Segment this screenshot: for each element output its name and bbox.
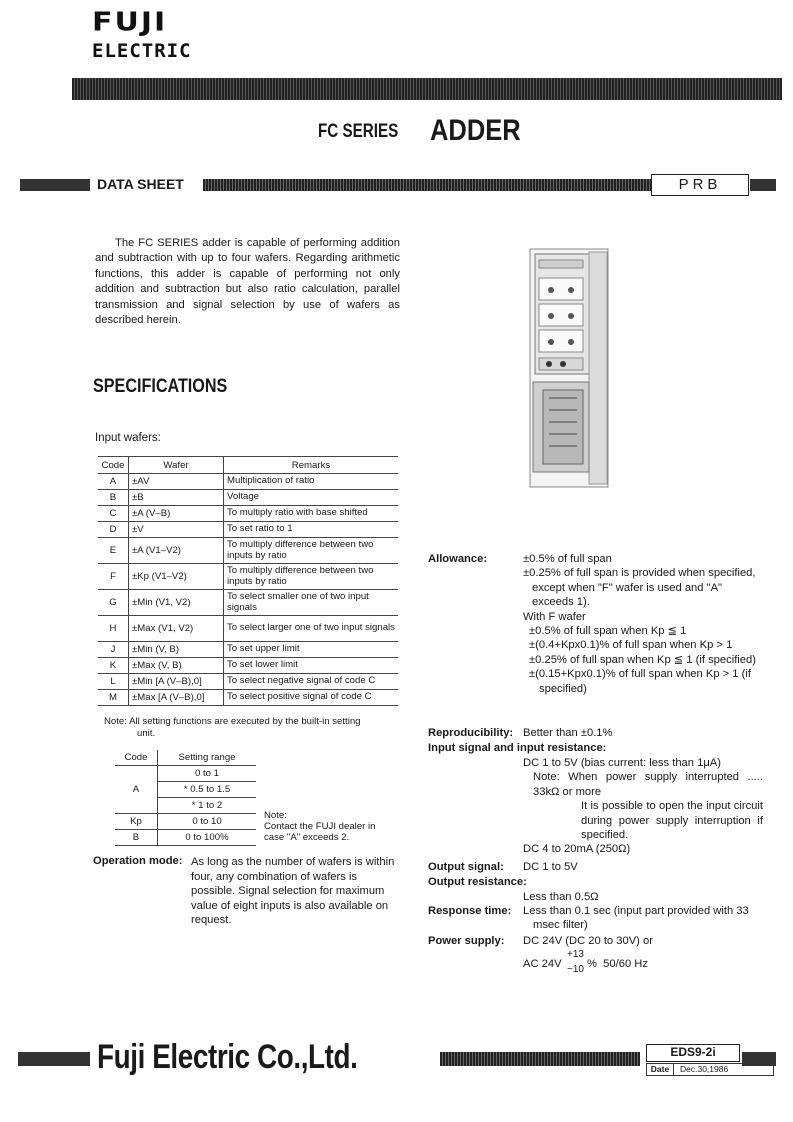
title-series: FC SERIES — [318, 121, 399, 142]
range-col-code: Code — [115, 750, 158, 766]
input-signal-1: DC 1 to 5V (bias current: less than 1μA) — [523, 757, 721, 769]
wafer-table — [98, 456, 398, 706]
cell-code: H — [98, 616, 129, 642]
date-label: Date — [647, 1064, 674, 1075]
title-product: ADDER — [430, 114, 521, 147]
dealer-note — [264, 810, 394, 843]
range-code-a: A — [115, 766, 158, 814]
divider-end — [750, 179, 776, 191]
document-number: EDS9-2i — [646, 1044, 740, 1062]
col-remarks: Remarks — [224, 457, 399, 474]
response-time-label: Response time: — [428, 905, 512, 917]
intro-paragraph: The FC SERIES adder is capable of performing addition and subtraction with up to four wafers. Regarding arithmetic functions, this adder is capable of performing not only addition and subtraction but also ratio calculation, parallel transmission and signal selection by use of wafers as described herein. — [95, 237, 400, 327]
cell-code: F — [98, 564, 129, 590]
cell-code: K — [98, 658, 129, 674]
power-ac-suffix: % 50/60 Hz — [587, 958, 648, 970]
input-signal-2: DC 4 to 20mA (250Ω) — [523, 843, 631, 856]
setting-range-table — [115, 750, 256, 846]
table-row — [98, 658, 398, 674]
cell-remarks: Voltage — [224, 490, 399, 506]
date-row — [646, 1063, 774, 1076]
operation-mode-text: As long as the number of wafers is within four, any combination of wafers is possible. Signal selection for maximum value of eight inputs is also available on request. — [191, 856, 395, 927]
cell-wafer: ±Min [A (V–B),0] — [129, 674, 224, 690]
cell-wafer: ±AV — [129, 474, 224, 490]
output-resistance-label: Output resistance: — [428, 876, 527, 888]
cell-code: J — [98, 642, 129, 658]
allowance-line: ±(0.15+Kpx0.1)% of full span when Kp > 1 (if specified) — [529, 668, 751, 695]
power-ac-plus: +13 — [567, 949, 584, 960]
logo-electric: ELECTRIC — [92, 40, 192, 62]
response-time-value — [523, 904, 763, 933]
cell-wafer: ±Max (V1, V2) — [129, 616, 224, 642]
table-row — [98, 590, 398, 616]
cell-code: M — [98, 690, 129, 706]
range-value: 0 to 10 — [158, 814, 257, 830]
allowance-line: ±0.5% of full span — [523, 553, 612, 565]
cell-wafer: ±Min (V, B) — [129, 642, 224, 658]
power-supply-label: Power supply: — [428, 935, 505, 947]
cell-remarks: To select negative signal of code C — [224, 674, 399, 690]
table-row — [98, 506, 398, 522]
cell-wafer: ±Max (V, B) — [129, 658, 224, 674]
footer-band-right — [440, 1052, 640, 1066]
reproducibility-label: Reproducibility: — [428, 727, 514, 739]
range-value: * 0.5 to 1.5 — [158, 782, 257, 798]
date-value: Dec.30,1986 — [680, 1064, 729, 1074]
cell-wafer: ±Max [A (V–B),0] — [129, 690, 224, 706]
cell-remarks: To set upper limit — [224, 642, 399, 658]
cell-remarks: To multiply difference between two inputs by ratio — [224, 564, 399, 590]
range-value: * 1 to 2 — [158, 798, 257, 814]
dealer-note-title: Note: — [264, 810, 287, 821]
data-sheet-label: DATA SHEET — [97, 176, 184, 192]
power-ac-minus: −10 — [567, 964, 584, 975]
logo-fuji: FUJI — [92, 7, 168, 38]
table-row — [98, 690, 398, 706]
output-signal-label: Output signal: — [428, 861, 504, 873]
table-row — [98, 490, 398, 506]
adder-unit-image — [529, 248, 609, 488]
table-row — [115, 766, 256, 782]
cell-code: G — [98, 590, 129, 616]
company-name: Fuji Electric Co.,Ltd. — [97, 1038, 358, 1076]
cell-code: E — [98, 538, 129, 564]
allowance-line: With F wafer — [523, 610, 586, 623]
range-value: 0 to 100% — [158, 830, 257, 846]
divider-right — [203, 179, 651, 191]
cell-remarks: To multiply ratio with base shifted — [224, 506, 399, 522]
divider-left — [20, 179, 90, 191]
cell-code: L — [98, 674, 129, 690]
cell-remarks: To set lower limit — [224, 658, 399, 674]
cell-remarks: To multiply difference between two inputs by ratio — [224, 538, 399, 564]
cell-code: A — [98, 474, 129, 490]
power-supply-ac — [523, 950, 763, 976]
reproducibility-value: Better than ±0.1% — [523, 727, 613, 739]
power-ac-prefix: AC 24V — [523, 958, 562, 970]
output-signal-value: DC 1 to 5V — [523, 861, 578, 873]
input-wafers-label: Input wafers: — [95, 432, 161, 444]
setting-note-line1: Note: All setting functions are executed by the built-in setting — [104, 716, 361, 727]
cell-wafer: ±Min (V1, V2) — [129, 590, 224, 616]
output-resistance-value: Less than 0.5Ω — [523, 891, 599, 903]
table-row — [115, 814, 256, 830]
response-time-text: Less than 0.1 sec (input part provided with 33 msec filter) — [523, 905, 749, 932]
range-value: 0 to 1 — [158, 766, 257, 782]
cell-code: D — [98, 522, 129, 538]
table-row — [98, 522, 398, 538]
cell-remarks: To select smaller one of two input signals — [224, 590, 399, 616]
cell-code: C — [98, 506, 129, 522]
operation-mode-label: Operation mode: — [93, 855, 183, 867]
table-row — [98, 642, 398, 658]
footer-band-left — [18, 1052, 90, 1066]
cell-wafer: ±Kp (V1–V2) — [129, 564, 224, 590]
dealer-note-text: Contact the FUJI dealer in case "A" exceeds 2. — [264, 821, 376, 843]
input-signal-label: Input signal and input resistance: — [428, 742, 607, 754]
table-row — [98, 674, 398, 690]
allowance-line: ±0.25% of full span is provided when specified, except when "F" wafer is used and "A" exceeds 1). — [523, 567, 756, 609]
power-supply-dc: DC 24V (DC 20 to 30V) or — [523, 935, 653, 947]
allowance-label: Allowance: — [428, 553, 488, 565]
range-header — [115, 750, 256, 766]
table-row — [98, 538, 398, 564]
table-row — [98, 564, 398, 590]
allowance-block — [523, 552, 763, 696]
product-photo — [529, 248, 609, 488]
specifications-heading: SPECIFICATIONS — [93, 376, 228, 397]
cell-remarks: To select larger one of two input signals — [224, 616, 399, 642]
table-row — [98, 474, 398, 490]
allowance-line: ±(0.4+Kpx0.1)% of full span when Kp > 1 — [529, 639, 733, 652]
col-wafer: Wafer — [129, 457, 224, 474]
allowance-line: ±0.25% of full span when Kp ≦ 1 (if specified) — [529, 653, 756, 666]
cell-remarks: Multiplication of ratio — [224, 474, 399, 490]
input-note-2: It is possible to open the input circuit during power supply interruption if specified. — [581, 800, 763, 842]
input-signal-block — [523, 756, 763, 857]
cell-code: B — [98, 490, 129, 506]
cell-remarks: To select positive signal of code C — [224, 690, 399, 706]
table-row — [98, 616, 398, 642]
allowance-line: ±0.5% of full span when Kp ≦ 1 — [529, 625, 687, 638]
setting-note-line2: unit. — [137, 728, 156, 739]
cell-wafer: ±B — [129, 490, 224, 506]
cell-wafer: ±A (V1–V2) — [129, 538, 224, 564]
header-band — [72, 78, 782, 100]
range-col-setting: Setting range — [158, 750, 257, 766]
cell-remarks: To set ratio to 1 — [224, 522, 399, 538]
cell-wafer: ±V — [129, 522, 224, 538]
input-note: Note: When power supply interrupted ..... 33kΩ or more — [533, 771, 763, 798]
range-code-kp: Kp — [115, 814, 158, 830]
table-row — [115, 830, 256, 846]
cell-wafer: ±A (V–B) — [129, 506, 224, 522]
col-code: Code — [98, 457, 129, 474]
wafer-table-header — [98, 457, 398, 474]
product-code-box: PRB — [651, 174, 749, 196]
setting-note — [104, 716, 400, 740]
range-code-b: B — [115, 830, 158, 846]
